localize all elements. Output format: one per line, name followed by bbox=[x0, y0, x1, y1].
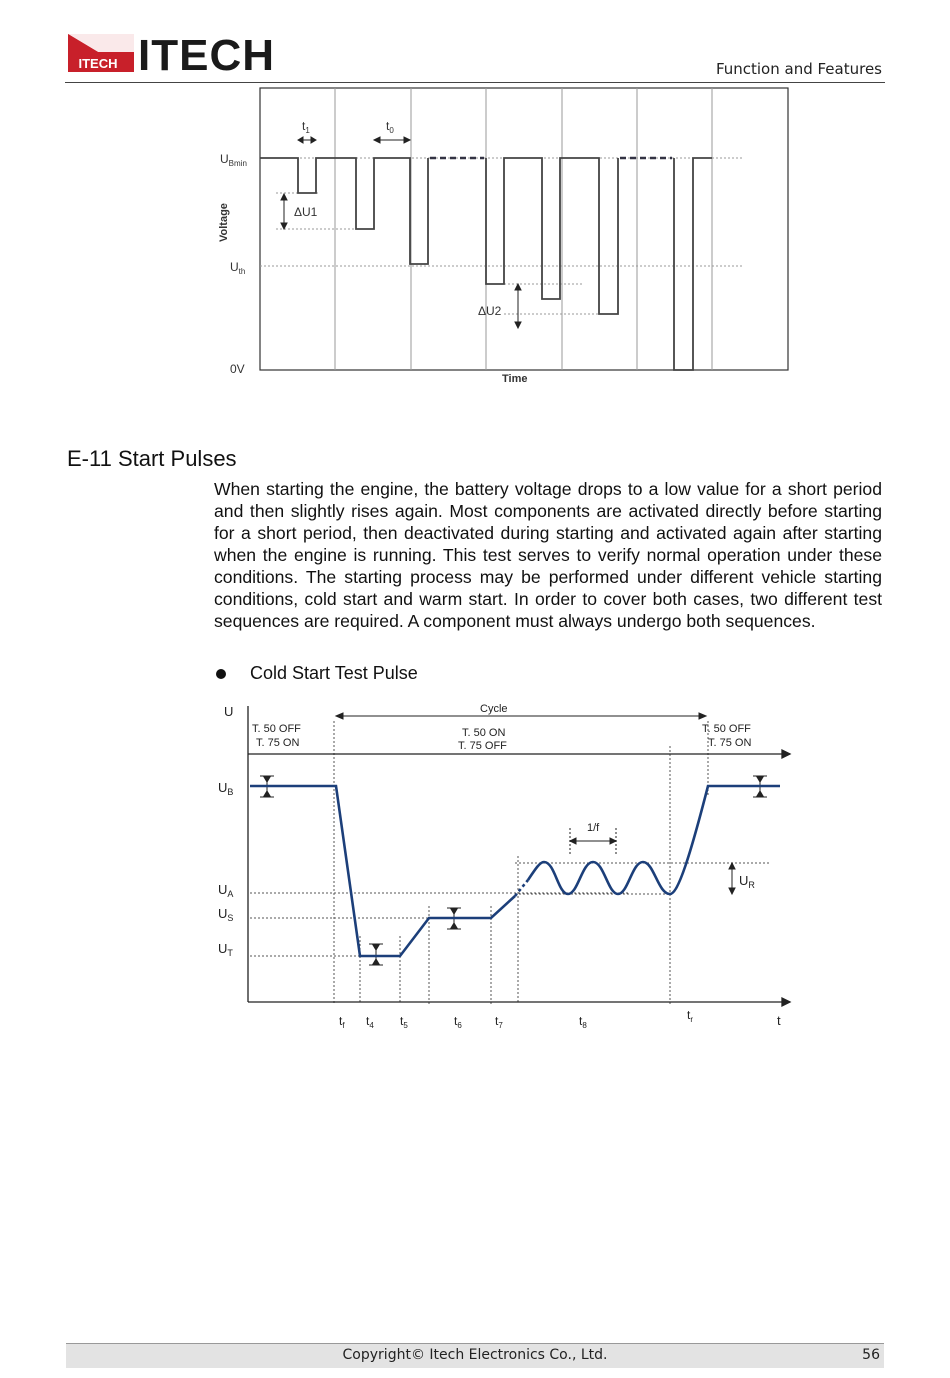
logo-badge-icon bbox=[68, 34, 134, 72]
cycle-label: Cycle bbox=[480, 703, 508, 715]
t0-label: $t_0$ bbox=[386, 119, 394, 135]
bullet-text: Cold Start Test Pulse bbox=[250, 663, 418, 683]
time-label-t8: $t_8$ bbox=[579, 1014, 587, 1030]
us-label: $U_S$ bbox=[218, 906, 234, 923]
state-middle-line1: T. 50 ON bbox=[462, 727, 506, 739]
state-left-line1: T. 50 OFF bbox=[252, 723, 301, 735]
uth-label: $U_{th}$ bbox=[230, 260, 246, 276]
delta-u1-label: ΔU1 bbox=[294, 205, 318, 219]
header-divider bbox=[65, 82, 885, 83]
paragraph-line: again after starting when the engine is running. This test serves to verify normal bbox=[214, 523, 882, 565]
state-right-line2: T. 75 ON bbox=[708, 737, 752, 749]
state-right-line1: T. 50 OFF bbox=[702, 723, 751, 735]
plot-frame bbox=[260, 88, 788, 370]
body-paragraph bbox=[214, 478, 882, 632]
ub-label: $U_B$ bbox=[218, 780, 234, 797]
zero-volt-label: 0V bbox=[230, 362, 245, 376]
paragraph-line: under different vehicle starting conditions, cold start and warm start. In order to bbox=[214, 567, 882, 609]
freq-label: 1/f bbox=[587, 822, 600, 834]
ubmin-label: $U_{Bmin}$ bbox=[220, 152, 247, 168]
page-footer bbox=[66, 1343, 884, 1368]
header-section-title: Function and Features bbox=[715, 60, 882, 78]
time-label-t7: $t_7$ bbox=[495, 1014, 503, 1030]
time-label-tr: $t_r$ bbox=[687, 1008, 694, 1024]
paragraph-line: before starting for a short period, then deactivated during starting and activated bbox=[214, 501, 882, 543]
itech-logo bbox=[68, 30, 300, 76]
paragraph-line: When starting the engine, the battery voltage drops to a low value for a short bbox=[214, 479, 834, 499]
paragraph-line: period and then slightly rises again. Most components are activated directly bbox=[214, 479, 882, 521]
time-label-tf: $t_f$ bbox=[339, 1014, 345, 1030]
cold-start-waveform bbox=[250, 786, 515, 956]
bullet-icon bbox=[216, 669, 226, 679]
paragraph-line: always undergo both sequences. bbox=[558, 611, 816, 631]
x-axis-label: Time bbox=[502, 373, 528, 385]
cold-start-pulse-figure bbox=[210, 696, 810, 1036]
y-axis-label: U bbox=[224, 704, 234, 719]
footer-copyright: Copyright© Itech Electronics Co., Ltd. bbox=[342, 1347, 608, 1363]
y-axis-label: Voltage bbox=[218, 203, 230, 242]
time-label-t4: $t_4$ bbox=[366, 1014, 374, 1030]
x-axis-label: t bbox=[777, 1013, 781, 1028]
logo-wordmark: ITECH bbox=[138, 31, 275, 76]
state-middle-line2: T. 75 OFF bbox=[458, 740, 507, 752]
ua-label: $U_A$ bbox=[218, 882, 234, 899]
paragraph-line: operation under these conditions. The starting process may be performed bbox=[214, 545, 882, 587]
time-label-t6: $t_6$ bbox=[454, 1014, 462, 1030]
t1-label: $t_1$ bbox=[302, 119, 310, 135]
state-left-line2: T. 75 ON bbox=[256, 737, 300, 749]
delta-u2-label: ΔU2 bbox=[478, 304, 502, 318]
logo-badge-text: ITECH bbox=[78, 56, 118, 71]
time-label-t5: $t_5$ bbox=[400, 1014, 408, 1030]
bullet-item bbox=[214, 663, 418, 684]
ur-label: $U_R$ bbox=[739, 873, 755, 890]
section-heading: E-11 Start Pulses bbox=[67, 446, 237, 471]
ut-label: $U_T$ bbox=[218, 941, 233, 958]
voltage-dropout-figure bbox=[214, 86, 794, 398]
page-number: 56 bbox=[862, 1347, 880, 1363]
paragraph-line: cover both cases, two different test sequences are required. A component must bbox=[214, 589, 883, 631]
